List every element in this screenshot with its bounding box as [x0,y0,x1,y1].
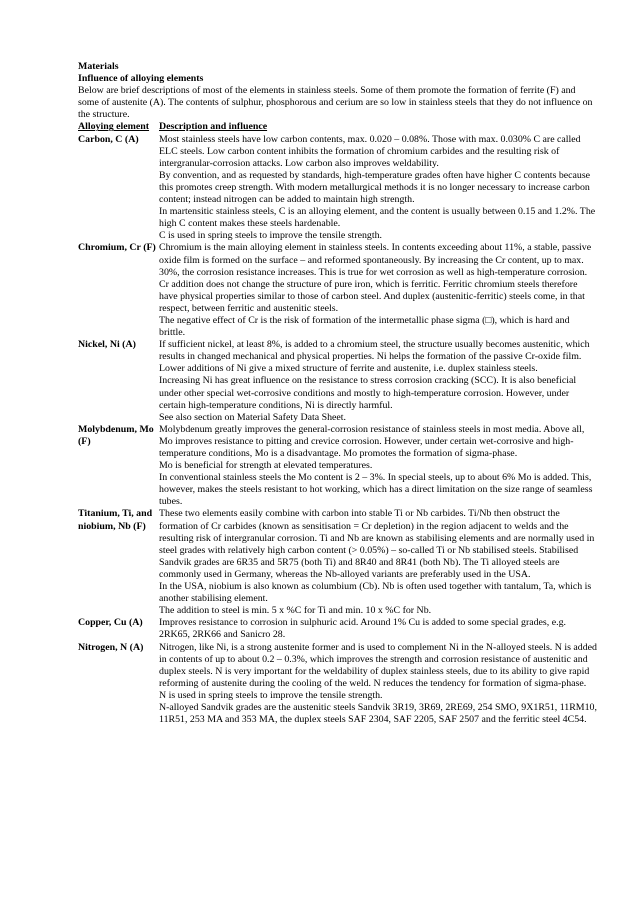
description-paragraph: If sufficient nickel, at least 8%, is added to a chromium steel, the structure usually becomes austenitic, which results in changed mechanical and physical properties. Ni helps the formation of the passive Cr-oxide film. [159,339,590,363]
description-paragraph: Nitrogen, like Ni, is a strong austenite former and is used to complement Ni in the N-alloyed steels. N is added in contents of up to about 0.2 – 0.3%, which improves the strength and corrosion resistance of austenitic and duplex steels. N is very important for the weldability of duplex stainless steels, due to its ability to give rapid reforming of austenite during the cooling of the weld. N reduces the tendency for formation of sigma-phase. [159,641,597,689]
element-description [159,134,598,243]
alloying-elements-table [78,121,598,726]
table-row [78,242,598,339]
element-description [159,424,598,509]
element-description [159,642,598,727]
description-paragraph: Cr addition does not change the structure of pure iron, which is ferritic. Ferritic chromium steels therefore have physical properties similar to those of carbon steel. And duplex (austenitic-ferritic) steels come, in that respect, between ferritic and austenitic steels. [159,278,585,314]
element-name: Molybdenum, Mo (F) [78,423,154,447]
element-name: Nickel, Ni (A) [78,339,136,351]
description-paragraph: In conventional stainless steels the Mo content is 2 – 3%. In special steels, up to about 6% Mo is added. This, however, makes the steels resistant to hot working, which has a direct limitation on the size range of seamless tubes. [159,472,593,508]
description-paragraph: By convention, and as requested by standards, high-temperature grades often have higher C contents because this promotes creep strength. With modern metallurgical methods it is no longer necessary to increase carbon content; instead nitrogen can be added to maintain high strength. [159,169,591,206]
document-title: Materials [78,61,119,72]
description-paragraph: Improves resistance to corrosion in sulphuric acid. Around 1% Cu is added to some special grades, e.g. 2RK65, 2RK66 and Sanicro 28. [159,617,566,641]
description-paragraph: See also section on Material Safety Data Sheet. [159,411,347,423]
element-description [159,617,598,641]
description-paragraph: In the USA, niobium is also known as columbium (Cb). Nb is often used together with tantalum, Ta, which is another stabilising element. [159,581,592,605]
description-paragraph: Most stainless steels have low carbon contents, max. 0.020 – 0.08%. Those with max. 0.030% C are called ELC steels. Low carbon content inhibits the formation of chromium carbides and the resulting risk of intergranular-corrosion attacks. Low carbon also improves weldability. [159,133,581,169]
element-description [159,508,598,617]
table-row [78,134,598,243]
element-name: Chromium, Cr (F) [78,242,156,254]
description-paragraph: Mo is beneficial for strength at elevated temperatures. [159,460,373,472]
intro-paragraph [78,85,598,121]
element-name: Nitrogen, N (A) [78,641,144,653]
description-paragraph: These two elements easily combine with carbon into stable Ti or Nb carbides. Ti/Nb then obstruct the formation of Cr carbides (known as sensitisation = Cr depletion) in the region adjacent to welds and the resulting risk of intergranular corrosion. Ti and Nb are known as stabilising elements and are normally used in steel grades with relatively high carbon content (> 0.05%) – so-called Ti or Nb stabilised steels. Stabilised Sandvik grades are 6R35 and 5R75 (both Ti) and 8R40 and 8R41 (both Nb). The Ti alloyed steels are commonly used in Germany, whereas the Nb-alloyed variants are preferably used in the USA. [159,508,595,580]
description-paragraph: N is used in spring steels to improve the tensile strength. [159,689,383,701]
description-paragraph: N-alloyed Sandvik grades are the austenitic steels Sandvik 3R19, 3R69, 2RE69, 254 SMO, 9X1R51, 11RM10, 11R51, 253 MA and 353 MA, the duplex steels SAF 2304, SAF 2205, SAF 2507 and the ferritic steel 4C54. [159,701,597,726]
element-description [159,339,598,424]
description-paragraph: In martensitic stainless steels, C is an alloying element, and the content is usually between 0.15 and 1.2%. The high C content makes these steels hardenable. [159,206,596,230]
header-alloying-element: Alloying element [78,121,150,133]
header-description: Description and influence [159,121,268,133]
description-paragraph: The addition to steel is min. 5 x %C for Ti and min. 10 x %C for Nb. [159,605,432,617]
table-row [78,424,598,509]
element-description [159,242,598,339]
element-name: Copper, Cu (A) [78,617,143,629]
element-name: Titanium, Ti, and niobium, Nb (F) [78,508,153,532]
description-paragraph: Molybdenum greatly improves the general-corrosion resistance of stainless steels in most media. Above all, Mo improves resistance to pitting and crevice corrosion. However, under certain wet-corrosive and high-temperature conditions, Mo is a disadvantage. Mo promotes the formation of sigma-phase. [159,423,585,459]
table-row [78,617,598,641]
description-paragraph: Chromium is the main alloying element in stainless steels. In contents exceeding about 11%, a stable, passive oxide film is formed on the surface – and reformed spontaneously. By increasing the Cr content, up to max. 30%, the corrosion resistance increases. This is true for wet corrosion as well as high-temperature corrosion. [159,242,592,278]
intro-text: Below are brief descriptions of most of the elements in stainless steels. Some of them promote the formation of ferrite (F) and some of austenite (A). The contents of sulphur, phosphorous and cerium are so low in stainless steels that they do not influence on the structure. [78,85,593,121]
table-row [78,508,598,617]
description-paragraph: Increasing Ni has great influence on the resistance to stress corrosion cracking (SCC). It is also beneficial under other special wet-corrosive conditions and mostly to high-temperature corrosion. However, under certain high-temperature conditions, Ni is directly harmful. [159,375,577,411]
description-paragraph: Lower additions of Ni give a mixed structure of ferrite and austenite, i.e. duplex stainless steels. [159,363,538,375]
description-paragraph: C is used in spring steels to improve the tensile strength. [159,230,382,242]
table-row [78,642,598,727]
table-row [78,339,598,424]
description-paragraph: The negative effect of Cr is the risk of formation of the intermetallic phase sigma (□), which is hard and brittle. [159,314,570,339]
document-subtitle: Influence of alloying elements [78,73,204,85]
element-name: Carbon, C (A) [78,133,139,145]
table-header-row [78,121,598,133]
